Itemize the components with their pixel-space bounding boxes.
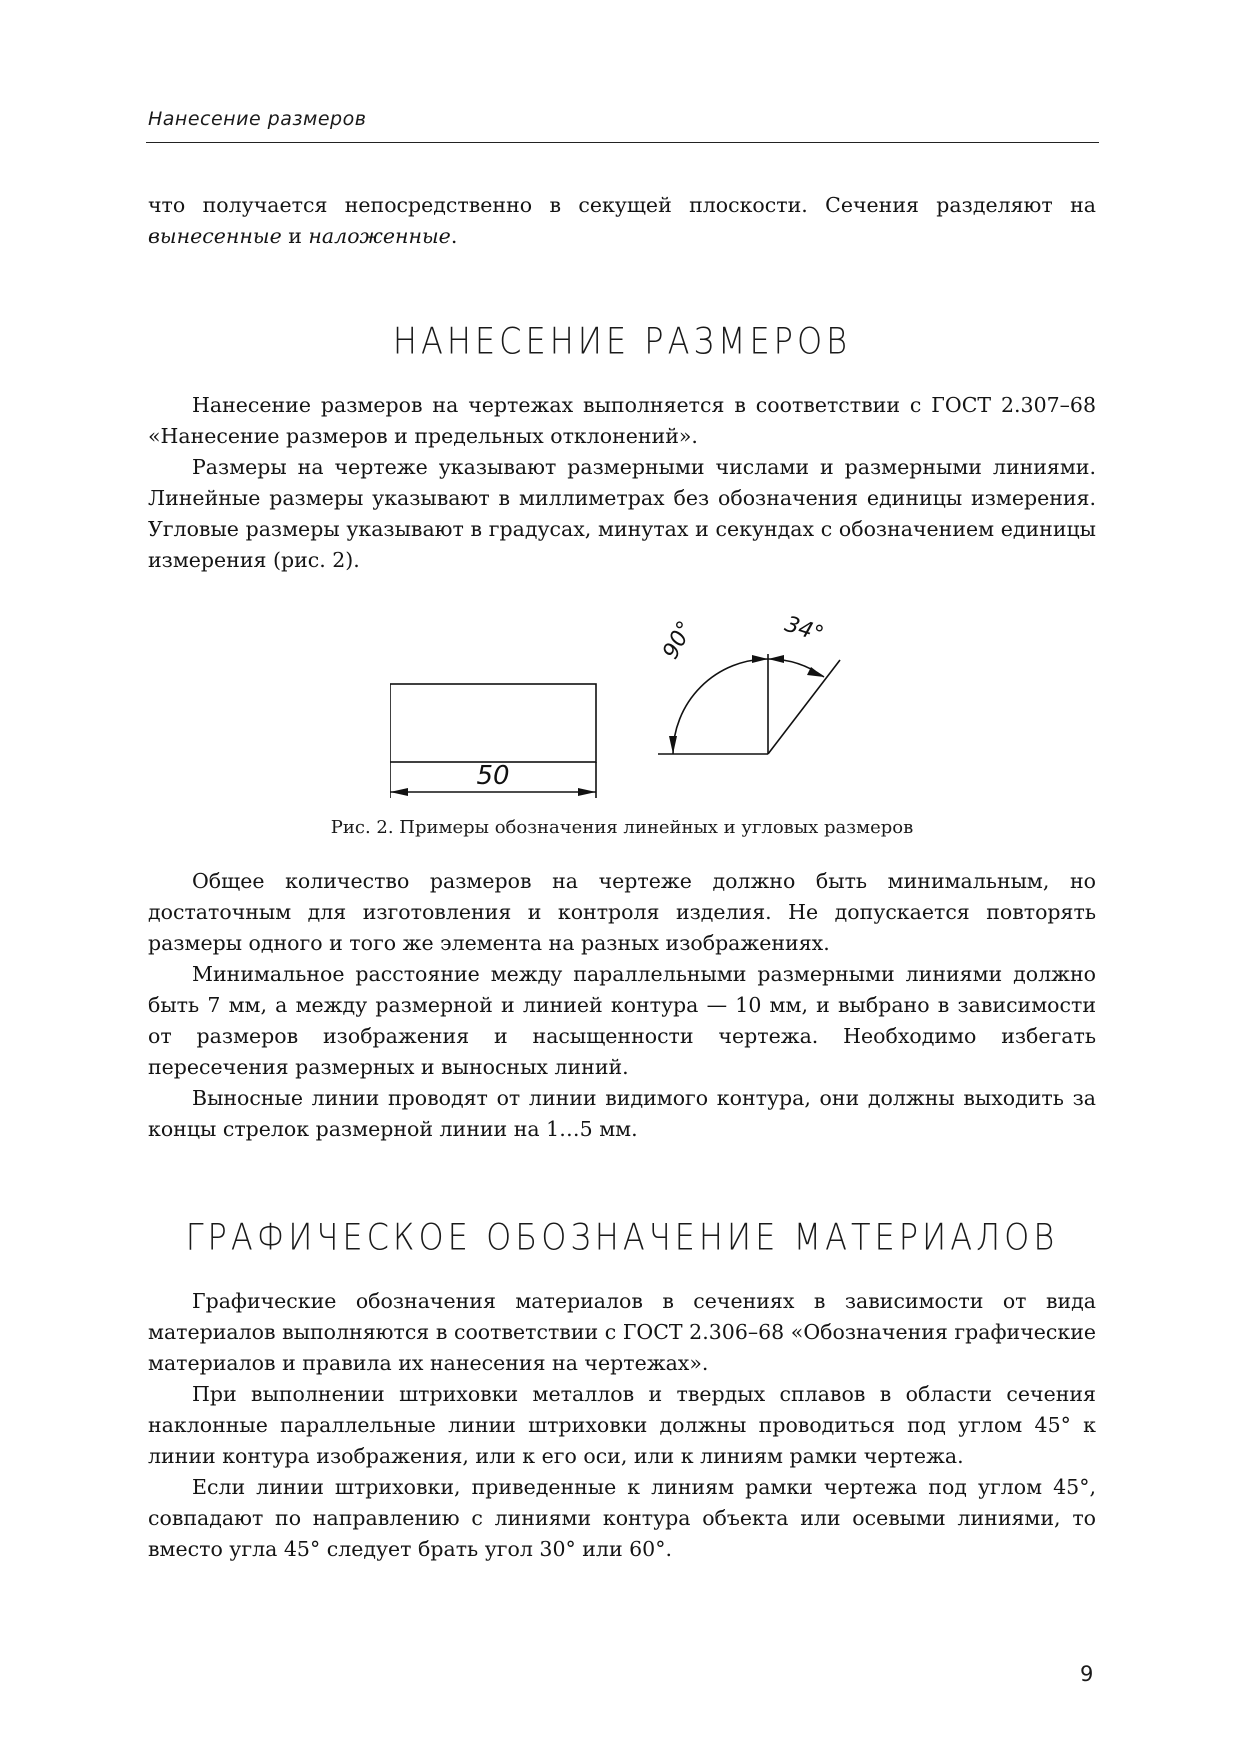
angle-value-34: 34° <box>781 612 827 648</box>
linear-dimension-value: 50 <box>476 761 510 791</box>
section-heading-materials: ГРАФИЧЕСКОЕ ОБОЗНАЧЕНИЕ МАТЕРИАЛОВ <box>185 1215 1059 1259</box>
arrow-right <box>578 788 596 796</box>
angle-inclined-line <box>768 660 840 754</box>
intro-text-after: . <box>450 224 458 248</box>
intro-text <box>148 190 1096 252</box>
arrow-arc-top-left <box>752 655 768 663</box>
intro-text-middle: и <box>281 224 309 248</box>
section2-text <box>148 1286 1096 1565</box>
section2-para2: При выполнении штриховки металлов и твердых сплавов в области сечения наклонные параллельные линии штриховки должны проводиться под углом 45° к линии контура изображения, или к его оси, или к линиям рамки чертежа. <box>148 1382 1096 1468</box>
section1-para4: Минимальное расстояние между параллельными размерными линиями должно быть 7 мм, а между размерной и линией контура — 10 мм, и выбрано в зависимости от размеров изображения и насыщенности чертежа. Необходимо избегать пересечения размерных и выносных линий. <box>148 962 1096 1079</box>
section1-para2: Размеры на чертеже указывают размерными числами и размерными линиями. Линейные размеры указывают в миллиметрах без обозначения единицы измерения. Угловые размеры указывают в градусах, минутах и секундах с обозначением единицы измерения (рис. 2). <box>148 455 1096 572</box>
arrow-arc-bottom <box>669 736 677 754</box>
figure-caption: Рис. 2. Примеры обозначения линейных и угловых размеров <box>330 817 914 838</box>
linear-dimension-rect <box>390 684 596 762</box>
arrow-arc-top-right <box>768 655 784 663</box>
section1-para5: Выносные линии проводят от линии видимого контура, они должны выходить за концы стрелок размерной линии на 1…5 мм. <box>148 1086 1096 1141</box>
intro-term-external: вынесенные <box>148 224 282 248</box>
section2-para3: Если линии штриховки, приведенные к линиям рамки чертежа под углом 45°, совпадают по направлению с линиями контура объекта или осевыми линиями, то вместо угла 45° следует брать угол 30° или 60°. <box>148 1475 1096 1561</box>
header-rule <box>146 142 1099 143</box>
intro-text-before: что получается непосредственно в секущей плоскости. Сечения разделяют на <box>148 193 1096 217</box>
section1-para1: Нанесение размеров на чертежах выполняется в соответствии с ГОСТ 2.307–68 «Нанесение размеров и предельных отклонений». <box>148 393 1096 448</box>
figure-2 <box>390 612 870 812</box>
angle-arc-90 <box>673 659 768 754</box>
section1-para3: Общее количество размеров на чертеже должно быть минимальным, но достаточным для изготовления и контроля изделия. Не допускается повторять размеры одного и того же элемента на разных изображениях. <box>148 869 1096 955</box>
dimension-drawing <box>390 612 870 812</box>
intro-term-superimposed: наложенные <box>308 224 451 248</box>
running-head: Нанесение размеров <box>148 108 367 130</box>
angle-value-90: 90° <box>658 617 699 664</box>
section2-para1: Графические обозначения материалов в сечениях в зависимости от вида материалов выполняются в соответствии с ГОСТ 2.306–68 «Обозначения графические материалов и правила их нанесения на чертежах». <box>148 1289 1096 1375</box>
intro-paragraph <box>148 190 1096 252</box>
page-number: 9 <box>1080 1662 1094 1686</box>
section1-text-top <box>148 390 1096 576</box>
arrow-left <box>390 788 408 796</box>
section1-text-bottom <box>148 866 1096 1145</box>
section-heading-dimensions: НАНЕСЕНИЕ РАЗМЕРОВ <box>392 319 852 363</box>
